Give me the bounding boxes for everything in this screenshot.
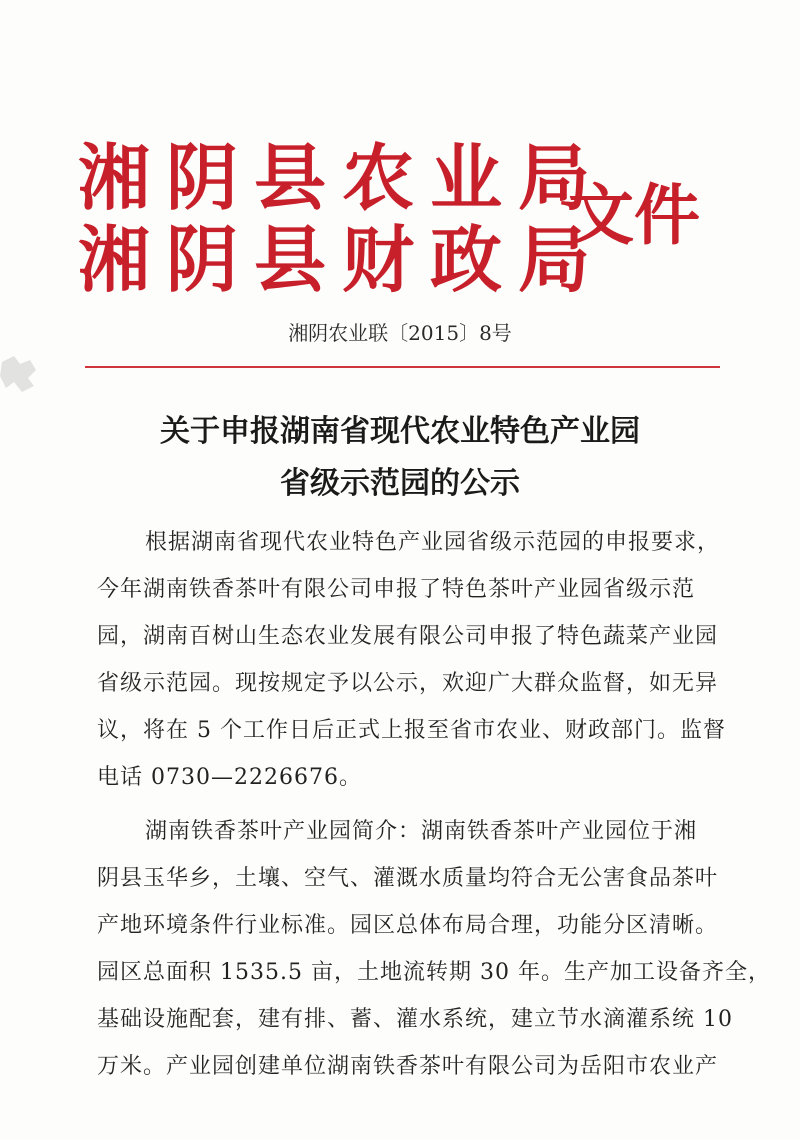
- paragraph-line: 省级示范园。现按规定予以公示，欢迎广大群众监督，如无异: [97, 671, 719, 696]
- paragraph-line: 湖南铁香茶叶产业园简介：湖南铁香茶叶产业园位于湘: [145, 819, 698, 844]
- paragraph-line: 阴县玉华乡，土壤、空气、灌溉水质量均符合无公害食品茶叶: [97, 866, 719, 891]
- document-title-line-2: 省级示范园的公示: [280, 466, 520, 501]
- paragraph-line: 今年湖南铁香茶叶有限公司申报了特色茶叶产业园省级示范: [97, 577, 696, 602]
- paragraph-line: 园，湖南百树山生态农业发展有限公司申报了特色蔬菜产业园: [97, 624, 719, 649]
- paragraph-line: 电话 0730—2226676。: [97, 765, 362, 790]
- letterhead-suffix: 文件: [568, 176, 700, 254]
- red-divider: [85, 366, 720, 368]
- letterhead-issuer-1: 湘阴县农业局: [78, 135, 607, 220]
- paragraph-line: 园区总面积 1535.5 亩，土地流转期 30 年。生产加工设备齐全，: [97, 960, 771, 985]
- paragraph-line: 万米。产业园创建单位湖南铁香茶叶有限公司为岳阳市农业产: [97, 1054, 719, 1079]
- paragraph-line: 产地环境条件行业标准。园区总体布局合理，功能分区清晰。: [97, 913, 719, 938]
- paragraph-line: 基础设施配套，建有排、蓄、灌水系统，建立节水滴灌系统 10: [97, 1007, 733, 1032]
- document-title-line-1: 关于申报湖南省现代农业特色产业园: [160, 414, 640, 449]
- paragraph-line: 根据湖南省现代农业特色产业园省级示范园的申报要求，: [145, 530, 721, 555]
- document-number: 湘阴农业联〔2015〕8号: [288, 321, 512, 345]
- paragraph-line: 议，将在 5 个工作日后正式上报至省市农业、财政部门。监督: [97, 718, 726, 743]
- letterhead-issuer-2: 湘阴县财政局: [78, 217, 607, 302]
- scan-artifact: [0, 352, 48, 400]
